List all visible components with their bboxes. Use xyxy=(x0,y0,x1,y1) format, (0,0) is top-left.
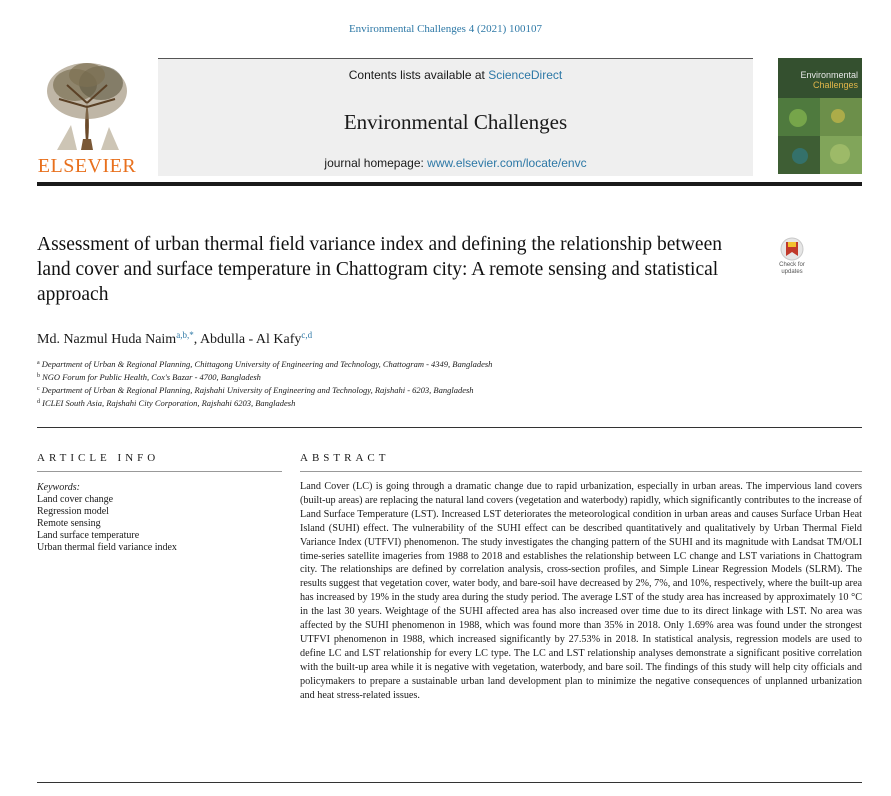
article-info-rule xyxy=(37,471,282,472)
author-name[interactable]: Abdulla - Al Kafy xyxy=(199,332,302,347)
affiliation-item: $^c$ Department of Urban & Regional Planning, Rajshahi University of Engineering and Technology, Rajshahi - 6203, Bangladesh xyxy=(37,385,474,395)
affiliation-item: $^a$ Department of Urban & Regional Planning, Chittagong University of Engineering and Technology, Chattogram - 4349, Bangladesh xyxy=(37,359,493,369)
sciencedirect-link[interactable]: ScienceDirect xyxy=(488,68,563,82)
keyword-item: Land surface temperature xyxy=(37,530,140,541)
affiliation-item: $^b$ NGO Forum for Public Health, Cox's Bazar - 4700, Bangladesh xyxy=(37,372,261,382)
keyword-item: Regression model xyxy=(37,506,109,517)
homepage-line: journal homepage: www.elsevier.com/locate/envc xyxy=(324,156,587,170)
author-name[interactable]: Md. Nazmul Huda Naim xyxy=(37,332,177,347)
journal-cover[interactable] xyxy=(778,58,862,174)
author-marks[interactable]: a,b,* xyxy=(176,330,194,340)
keyword-item: Urban thermal field variance index xyxy=(37,542,177,553)
keywords-label: Keywords: xyxy=(37,482,80,493)
keyword-item: Remote sensing xyxy=(37,518,101,529)
badge-label: Check for updates xyxy=(779,262,805,275)
elsevier-wordmark: ELSEVIER xyxy=(37,155,137,177)
masthead xyxy=(37,55,862,185)
article-title: Assessment of urban thermal field variance index and defining the relationship between land cover and surface temperature in Chattogram city: A remote sensing and statistical approach xyxy=(37,234,722,305)
abstract-heading: ABSTRACT xyxy=(300,452,390,464)
masthead-divider xyxy=(37,182,862,186)
homepage-link[interactable]: www.elsevier.com/locate/envc xyxy=(427,156,587,170)
cover-title: Environmental Challenges xyxy=(800,70,858,90)
bottom-divider xyxy=(37,782,862,783)
keyword-item: Land cover change xyxy=(37,494,114,505)
abstract-rule xyxy=(300,471,862,472)
contents-line: Contents lists available at ScienceDirect xyxy=(348,68,563,82)
check-for-updates-badge[interactable] xyxy=(770,236,814,280)
affiliations xyxy=(37,357,492,409)
elsevier-logo xyxy=(37,55,137,176)
article-info-heading: ARTICLE INFO xyxy=(37,452,160,464)
keywords-list xyxy=(37,494,177,554)
running-head[interactable]: Environmental Challenges 4 (2021) 100107 xyxy=(348,23,543,35)
author-marks[interactable]: c,d xyxy=(301,330,313,340)
bookmark-icon xyxy=(770,236,814,262)
tree-icon xyxy=(37,55,137,153)
journal-banner xyxy=(158,58,753,176)
section-divider xyxy=(37,427,862,428)
abstract-body: Land Cover (LC) is going through a dramatic change due to rapid urbanization, especially in urban areas. The impervious land covers (built-up areas) are replacing the natural land covers (vegetation and waterbody) rapidly, which significantly contributes to the increase of Land Surface Temperature (LST). Increased LST deteriorates the meteorological condition in urban areas and causes Surface Urban Heat Island (SUHI) effect. The vulnerability of the SUHI effect can be described quantitatively and qualitatively by Urban Thermal Field Variance Index (UTFVI) phenomenon. The study investigates the changing pattern of the SUHI and its magnitude with Landsat TM/OLI time-series satellite imageries from 1988 to 2018 and establishes the relationship between LC change and LST variations in Chattogram city. The relationships are defined by correlation analysis, cross-section profiles, and Simple Linear Regression Models (SLRM). The results suggest that vegetation cover, water body, and bare-soil have decreased by 2%, 7%, and 10%, respectively, where the built-up area has increased by 19% in the study area during the study period. The average LST of the study area has increased by approximately 10 °C in the last 30 years. Weightage of the SUHI affected area has also increased over time due to its direct linkage with LST. No area was affected by the SUHI phenomenon in 1988, which was found more than 35% in 2018. Only 1.69% area was found under the strongest UTFVI phenomenon in 1988, which increased significantly by 27.53% in 2018. In statistical analysis, regression models are used to define LC and LST relationship for every LC type. The LC and LST relationship analyses demonstrate a significant positive correlation with the built-up area while it is negative with vegetation, waterbody, and bare soil. The findings of this study will help city officials and policymakers to prepare a sustainable urban land development plan to minimize the negative consequences of unplanned urbanization and heat stress-related issues. xyxy=(300,481,862,701)
banner-top-rule xyxy=(158,58,753,59)
author-list: Md. Nazmul Huda Naim$^{a,b,*}$, Abdulla - Al Kafy$^{c,d}$ xyxy=(37,330,313,347)
journal-title: Environmental Challenges xyxy=(343,110,568,134)
affiliation-item: $^d$ ICLEI South Asia, Rajshahi City Corporation, Rajshahi 6203, Bangladesh xyxy=(37,398,296,408)
